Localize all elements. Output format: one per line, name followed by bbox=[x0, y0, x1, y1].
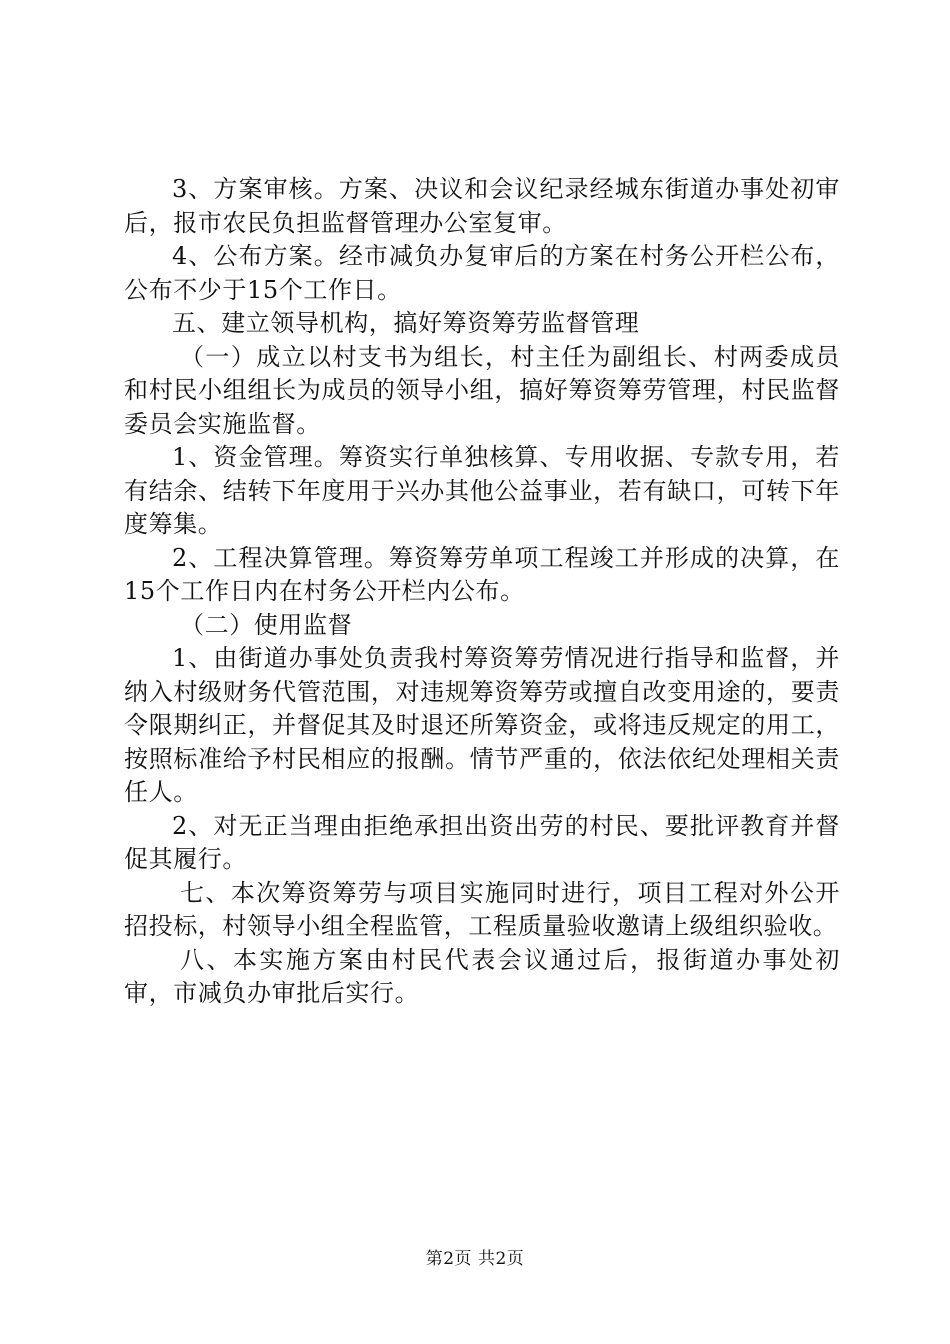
section-heading-eight: 八、本实施方案由村民代表会议通过后，报街道办事处初审，市减负办审批后实行。 bbox=[124, 945, 840, 1007]
paragraph-street-office-supervision: 1、由街道办事处负责我村筹资筹劳情况进行指导和监督，并纳入村级财务代管范围，对违规筹资筹劳或擅自改变用途的，要责令限期纠正，并督促其及时退还所筹资金，或将违反规定的用工，按照标准给予村民相应的报酬。情节严重的，依法依纪处理相关责任人。 bbox=[124, 644, 840, 806]
paragraph-review: 3、方案审核。方案、决议和会议纪录经城东街道办事处初审后，报市农民负担监督管理办公室复审。 bbox=[124, 175, 840, 237]
section-heading-five: 五、建立领导机构，搞好筹资筹劳监督管理 bbox=[172, 309, 640, 337]
document-body bbox=[124, 173, 840, 1011]
section-heading-seven: 七、本次筹资筹劳与项目实施同时进行，项目工程对外公开招投标，村领导小组全程监管，工程质量验收邀请上级组织验收。 bbox=[124, 878, 840, 940]
subheading-usage-supervision: （二）使用监督 bbox=[180, 610, 353, 639]
paragraph-publish: 4、公布方案。经市减负办复审后的方案在村务公开栏公布，公布不少于15个工作日。 bbox=[124, 242, 840, 304]
page-footer: 第2页 共2页 bbox=[425, 1249, 525, 1269]
paragraph-fund-management: 1、资金管理。筹资实行单独核算、专用收据、专款专用，若有结余、结转下年度用于兴办其他公益事业，若有缺口，可转下年度筹集。 bbox=[124, 443, 840, 538]
paragraph-refusal-handling: 2、对无正当理由拒绝承担出资出劳的村民、要批评教育并督促其履行。 bbox=[124, 811, 840, 873]
paragraph-leadership-group: （一）成立以村支书为组长，村主任为副组长、村两委成员和村民小组组长为成员的领导小组，搞好筹资筹劳管理，村民监督委员会实施监督。 bbox=[124, 342, 840, 438]
paragraph-settlement-management: 2、工程决算管理。筹资筹劳单项工程竣工并形成的决算，在15个工作日内在村务公开栏内公布。 bbox=[124, 543, 840, 605]
